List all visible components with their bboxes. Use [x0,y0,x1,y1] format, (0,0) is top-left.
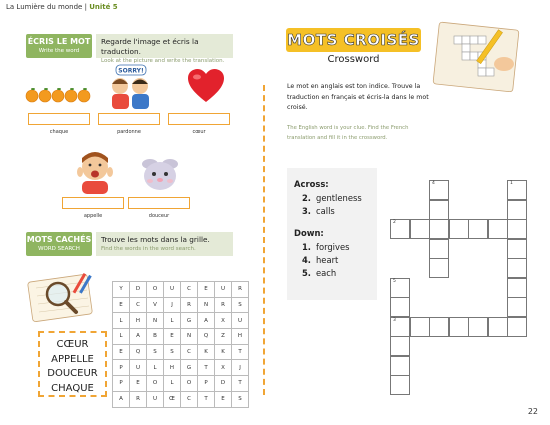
word-search-cell[interactable]: G [181,360,198,376]
word-search-cell[interactable]: L [113,329,130,345]
word-search-cell[interactable]: O [147,282,164,298]
bunny-icon [138,152,182,194]
word-search-grid [112,281,249,408]
crossword-cell[interactable] [507,219,527,239]
word-search-cell[interactable]: S [147,344,164,360]
answer-field-pardonne[interactable] [98,113,160,125]
crossword-cell[interactable] [429,180,449,200]
heart-icon [187,68,225,104]
word-search-cell[interactable]: L [164,313,181,329]
crossword-cell[interactable] [410,219,430,239]
crossword-cell[interactable] [449,317,469,337]
word-search-cell[interactable]: E [198,282,215,298]
word-search-cell[interactable]: R [181,297,198,313]
word-search-cell[interactable]: T [198,391,215,407]
word-search-cell[interactable]: S [232,391,249,407]
clue-down-5: 5. each [301,268,337,278]
word-search-cell[interactable]: U [215,282,232,298]
word-search-row [113,344,249,360]
book-title: La Lumière du monde [6,3,83,11]
word-search-cell[interactable]: N [198,297,215,313]
word-search-cell[interactable]: C [181,391,198,407]
word-search-cell[interactable]: D [130,282,147,298]
crossword-clue-number: 3 [393,317,396,323]
word-search-cell[interactable]: S [232,297,249,313]
crossword-cell[interactable] [390,297,410,317]
crossword-cell[interactable] [488,317,508,337]
across-heading: Across: [294,179,329,189]
word-search-cell[interactable]: N [181,329,198,345]
word-search-cell[interactable]: E [113,297,130,313]
word-search-cell[interactable]: T [232,344,249,360]
word-search-row [113,329,249,345]
boy-calling-icon [72,148,118,194]
crossword-cell[interactable] [507,317,527,337]
page-number: 22 [527,407,538,416]
crossword-cell[interactable] [429,258,449,278]
crossword-cell[interactable] [507,297,527,317]
word-search-cell[interactable]: X [215,360,232,376]
crossword-cell[interactable] [429,200,449,220]
clues-box [287,168,377,300]
crossword-cell[interactable] [390,219,410,239]
word-search-cell[interactable]: R [215,297,232,313]
tag-title: MOTS CACHÉS [26,235,92,244]
word-label-chaque: chaque [49,129,69,135]
word-search-cell[interactable]: G [181,313,198,329]
word-search-cell[interactable]: U [147,391,164,407]
word-search-cell[interactable]: T [232,376,249,392]
magnifying-glass-icon [26,268,100,324]
page-header [6,3,118,11]
word-search-cell[interactable]: E [215,391,232,407]
word-label-coeur: cœur [192,129,206,135]
oranges-icon [25,84,95,104]
word-list-item: APPELLE [51,353,94,365]
unit-label: Unité 5 [89,3,118,11]
word-search-cell[interactable]: P [113,376,130,392]
answer-field-douceur[interactable] [128,197,190,209]
crossword-cell[interactable] [488,219,508,239]
word-list-item: CŒUR [56,339,89,350]
word-search-cell[interactable]: Y [113,282,130,298]
crossword-cell[interactable] [468,317,488,337]
clue-down-4: 4. heart [301,255,339,265]
crossword-cell[interactable] [507,239,527,259]
crossword-instruction-fr: Le mot en anglais est ton indice. Trouve la traduction en français et écris-la dans le mot croisé. [287,83,429,111]
instruction-fr: Trouve les mots dans la grille. [101,235,210,244]
instruction-box-write [96,34,233,64]
crossword-cell[interactable] [507,278,527,298]
word-search-cell[interactable]: T [198,360,215,376]
sorry-bubble-text: SORRY! [118,67,144,75]
word-search-row [113,297,249,313]
word-search-cell[interactable]: E [130,376,147,392]
instruction-en: Look at the picture and write the translation. [101,58,225,64]
word-search-cell[interactable]: R [130,391,147,407]
word-search-cell[interactable]: V [147,297,164,313]
section-tag-wordsearch [26,232,92,256]
word-search-row [113,376,249,392]
crossword-clue-number: 1 [510,181,513,186]
word-search-cell[interactable]: Q [198,329,215,345]
crossword-cell[interactable] [468,219,488,239]
answer-field-appelle[interactable] [62,197,124,209]
crossword-cell[interactable] [507,200,527,220]
instruction-en: Find the words in the word search. [101,246,196,252]
crossword-cell[interactable] [410,317,430,337]
word-search-cell[interactable]: L [164,376,181,392]
word-search-cell[interactable]: A [113,391,130,407]
crossword-clue-number: 2 [393,220,396,225]
crossword-clue-number: 5 [393,278,396,284]
crossword-cell[interactable] [507,258,527,278]
word-search-row [113,282,249,298]
word-search-cell[interactable]: O [181,376,198,392]
instruction-fr: Regarde l'image et écris la traduction. [101,37,199,56]
word-list-item: DOUCEUR [47,368,98,379]
clue-across-2: 2. gentleness [301,193,362,203]
section-tag-write [26,34,92,58]
crossword-cell[interactable] [390,375,410,395]
crossword-cell[interactable] [429,239,449,259]
crossword-cell[interactable] [449,219,469,239]
word-search-cell[interactable]: J [232,360,249,376]
word-search-cell[interactable]: Œ [164,391,181,407]
word-search-cell[interactable]: U [232,313,249,329]
clue-down-1: 1. forgives [301,242,350,252]
tag-title: ÉCRIS LE MOT [27,37,91,46]
word-search-cell[interactable]: E [164,329,181,345]
crossword-title: MOTS CROISÉS [286,28,421,52]
word-label-appelle: appelle [83,213,103,219]
word-search-row [113,313,249,329]
clue-across-3: 3. calls [301,206,335,216]
word-search-cell[interactable]: H [232,329,249,345]
word-search-cell[interactable]: L [113,313,130,329]
word-label-pardonne: pardonne [117,129,141,135]
crossword-subtitle: Crossword [327,54,380,65]
crossword-clue-number: 4 [432,181,435,186]
word-search-row [113,360,249,376]
answer-field-coeur[interactable] [168,113,230,125]
word-search-cell[interactable]: C [130,297,147,313]
down-heading: Down: [294,228,324,238]
word-search-cell[interactable]: N [147,313,164,329]
word-search-cell[interactable]: X [215,313,232,329]
instruction-box-wordsearch [96,232,233,256]
word-search-cell[interactable]: L [147,360,164,376]
word-search-cell[interactable]: D [215,376,232,392]
word-search-cell[interactable]: U [130,360,147,376]
header-separator: | [84,3,87,11]
word-search-cell[interactable]: P [113,360,130,376]
kids-sorry-icon [103,64,157,110]
word-search-row [113,391,249,407]
tag-subtitle: WORD SEARCH [38,246,80,252]
crossword-instruction-en: The English word is your clue. Find the French translation and fill it in the crossword. [287,125,409,141]
word-search-cell[interactable]: K [198,344,215,360]
word-search-cell[interactable]: B [147,329,164,345]
word-search-cell[interactable]: C [181,282,198,298]
word-search-cell[interactable]: Z [215,329,232,345]
word-search-cell[interactable]: Q [130,344,147,360]
crossword-cell[interactable] [390,317,410,337]
word-search-cell[interactable]: U [164,282,181,298]
crossword-cell[interactable] [390,356,410,376]
word-search-cell[interactable]: E [113,344,130,360]
column-divider [263,85,265,395]
word-search-cell[interactable]: P [198,376,215,392]
word-search-cell[interactable]: H [130,313,147,329]
word-search-cell[interactable]: O [147,376,164,392]
crossword-cell[interactable] [507,180,527,200]
word-list-item: CHAQUE [51,382,94,394]
word-search-cell[interactable]: K [215,344,232,360]
crossword-pencil-icon [432,20,522,92]
word-search-cell[interactable]: J [164,297,181,313]
crossword-cell[interactable] [429,219,449,239]
word-list [38,331,107,397]
word-label-douceur: douceur [148,213,170,219]
word-search-cell[interactable]: A [130,329,147,345]
word-search-cell[interactable]: A [198,313,215,329]
word-search-cell[interactable]: H [164,360,181,376]
word-search-cell[interactable]: C [181,344,198,360]
word-search-cell[interactable]: S [164,344,181,360]
crossword-cell[interactable] [390,336,410,356]
crossword-cell[interactable] [390,278,410,298]
crossword-grid [390,180,530,400]
crossword-cell[interactable] [429,317,449,337]
word-search-cell[interactable]: R [232,282,249,298]
answer-field-chaque[interactable] [28,113,90,125]
tag-subtitle: Write the word [38,48,80,54]
